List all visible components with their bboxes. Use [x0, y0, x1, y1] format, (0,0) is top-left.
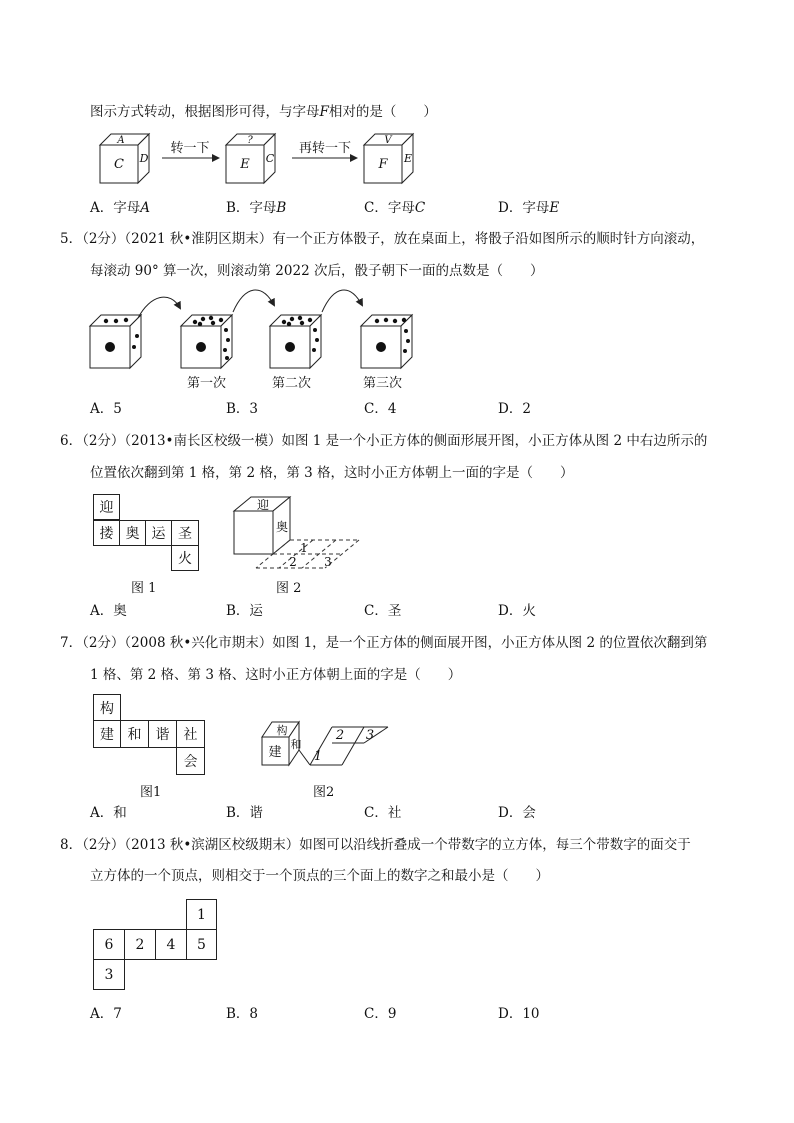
q8-net-cell: 6 [93, 929, 125, 960]
svg-text:转一下: 转一下 [170, 141, 210, 156]
svg-text:和: 和 [290, 738, 302, 751]
svg-text:2: 2 [289, 555, 297, 569]
svg-text:2: 2 [335, 728, 345, 743]
q5-line2: 每滚动 90° 算一次，则滚动第 2022 次后，骰子朝下一面的点数是（ ） [90, 263, 544, 279]
q6-fig1-caption: 图 1 [131, 581, 157, 596]
svg-text:F: F [378, 157, 388, 172]
q7-net-cell: 会 [176, 747, 205, 775]
svg-text:D: D [139, 152, 149, 165]
q7-net-cell: 构 [93, 694, 121, 721]
q8-net-cell: 3 [93, 959, 125, 990]
q7-net-cell: 社 [176, 720, 205, 748]
q6-net-cell: 奥 [119, 520, 146, 546]
svg-text:E: E [240, 157, 250, 172]
q7-line2: 1 格、第 2 格、第 3 格、这时小正方体朝上面的字是（ ） [90, 667, 462, 683]
q5-option-a[interactable]: A．5 [90, 401, 122, 417]
q4-option-c[interactable]: C．字母C [364, 200, 426, 216]
q8-line1: 8．（2分）（2013 秋•滨湖区校级期末）如图可以沿线折叠成一个带数字的立方体，每三个带数字的面交于 [60, 837, 691, 853]
q8-line2: 立方体的一个顶点，则相交于一个顶点的三个面上的数字之和最小是（ ） [90, 868, 549, 884]
q4-option-d[interactable]: D．字母E [498, 200, 560, 216]
q4-option-a[interactable]: A．字母A [90, 200, 150, 216]
q5-caption-2: 第二次 [272, 376, 312, 391]
svg-text:V: V [384, 135, 392, 146]
q5-caption-3: 第三次 [363, 376, 403, 391]
q8-option-a[interactable]: A．7 [90, 1006, 122, 1022]
q6-net-cell: 圣 [171, 520, 199, 546]
q6-net-cell: 火 [171, 545, 199, 571]
q6-option-d[interactable]: D．火 [498, 603, 536, 619]
svg-text:C: C [265, 152, 275, 165]
q8-option-b[interactable]: B．8 [226, 1006, 259, 1022]
q5-line1: 5．（2分）（2021 秋•淮阴区期末）有一个正方体骰子，放在桌面上，将骰子沿如图所示的顺时针方向滚动， [60, 231, 705, 247]
svg-text:3: 3 [324, 555, 332, 569]
q7-net-cell: 谐 [148, 720, 177, 748]
q6-line2: 位置依次翻到第 1 格，第 2 格，第 3 格，这时小正方体朝上一面的字是（ ） [90, 465, 574, 481]
svg-text:迎: 迎 [256, 498, 270, 512]
q8-net-cell: 2 [124, 929, 156, 960]
q7-fig2-caption: 图2 [313, 785, 335, 800]
q6-option-b[interactable]: B．运 [226, 603, 263, 619]
q5-option-b[interactable]: B．3 [226, 401, 259, 417]
q7-option-b[interactable]: B．谐 [226, 805, 263, 821]
q5-option-c[interactable]: C．4 [364, 401, 397, 417]
q7-line1: 7．（2分）（2008 秋•兴化市期末）如图 1，是一个正方体的侧面展开图，小正方体从图 2 的位置依次翻到第 [60, 635, 708, 651]
q8-option-c[interactable]: C．9 [364, 1006, 397, 1022]
svg-text:E: E [403, 152, 413, 165]
q5-caption-1: 第一次 [187, 376, 227, 391]
q6-option-a[interactable]: A．奥 [90, 603, 127, 619]
q8-option-d[interactable]: D．10 [498, 1006, 540, 1022]
q7-net-cell: 和 [120, 720, 149, 748]
q6-net-cell: 迎 [93, 494, 120, 520]
q6-fig2-caption: 图 2 [276, 581, 302, 596]
q5-option-d[interactable]: D．2 [498, 401, 531, 417]
q6-line1: 6．（2分）（2013•南长区校级一模）如图 1 是一个小正方体的侧面形展开图，小正方体从图 2 中右边所示的 [60, 433, 708, 449]
svg-text:?: ? [247, 135, 253, 146]
svg-text:A: A [117, 135, 125, 146]
svg-text:奥: 奥 [275, 520, 289, 534]
q7-net-cell: 建 [93, 720, 121, 748]
q8-net-cell: 1 [186, 899, 217, 930]
q7-option-d[interactable]: D．会 [498, 805, 536, 821]
q4-stem: 图示方式转动，根据图形可得，与字母F相对的是（ ） [90, 104, 437, 120]
svg-text:构: 构 [276, 724, 288, 737]
q6-net-cell: 运 [145, 520, 172, 546]
q8-net-cell: 5 [186, 929, 217, 960]
svg-text:C: C [114, 157, 124, 172]
svg-text:1: 1 [313, 749, 323, 764]
q4-option-b[interactable]: B．字母B [226, 200, 287, 216]
q8-net-cell: 4 [155, 929, 187, 960]
svg-text:建: 建 [268, 745, 282, 760]
svg-text:再转一下: 再转一下 [298, 141, 352, 156]
q7-fig1-caption: 图1 [140, 785, 162, 800]
q7-option-a[interactable]: A．和 [90, 805, 127, 821]
q6-option-c[interactable]: C．圣 [364, 603, 402, 619]
q7-option-c[interactable]: C．社 [364, 805, 402, 821]
q6-net-cell: 搂 [93, 520, 120, 546]
svg-text:3: 3 [365, 728, 375, 743]
svg-text:1: 1 [300, 541, 308, 555]
